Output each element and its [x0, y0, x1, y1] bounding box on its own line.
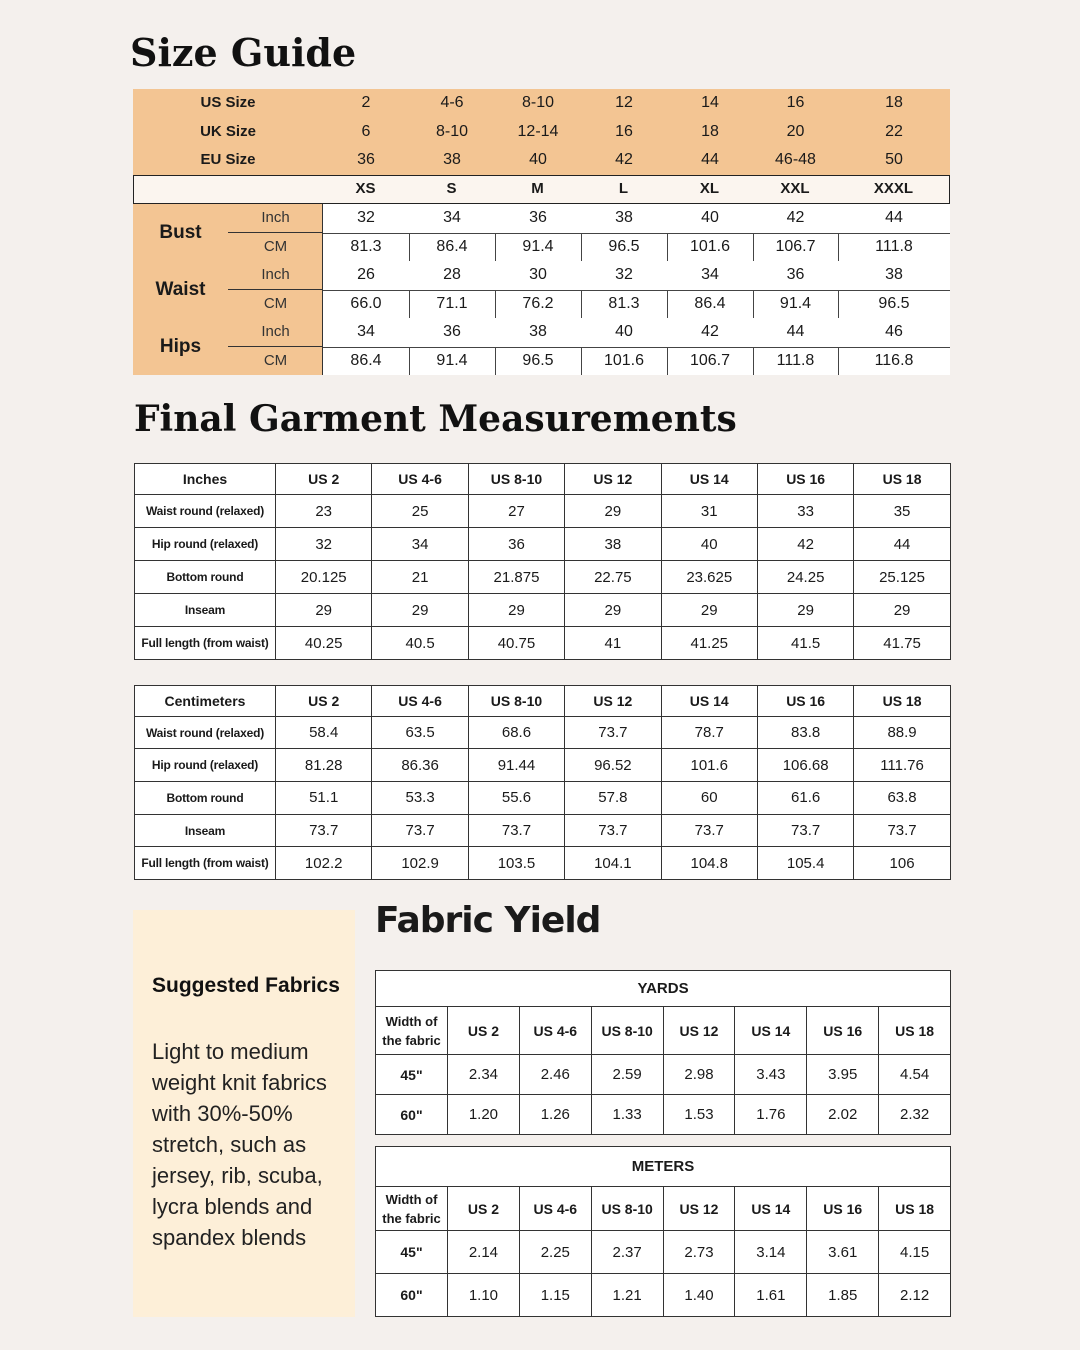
- letter-size-cell: XXXL: [873, 180, 914, 197]
- measurement-cell: 20.125: [276, 561, 372, 594]
- yield-cell: 3.61: [807, 1231, 879, 1274]
- size-header: US 8-10: [591, 1187, 663, 1231]
- measurement-cell: 106: [854, 847, 950, 880]
- size-header: US 18: [879, 1007, 951, 1055]
- caption-row: [376, 1147, 951, 1187]
- measurement-cell: 103.5: [468, 847, 564, 880]
- size-header: US 4-6: [519, 1187, 591, 1231]
- cm-value: 86.4: [694, 294, 726, 312]
- size-header: US 12: [565, 686, 661, 717]
- yield-cell: 2.32: [879, 1095, 951, 1135]
- yield-cell: 1.21: [591, 1274, 663, 1317]
- column-divider: [667, 347, 668, 376]
- cm-value: 96.5: [608, 237, 640, 255]
- size-header: US 8-10: [468, 686, 564, 717]
- size-guide-title: Size Guide: [130, 30, 357, 75]
- size-cell: 46-48: [775, 151, 816, 169]
- measurement-cell: 73.7: [276, 814, 372, 847]
- measurement-cell: 24.25: [757, 561, 853, 594]
- table-row: [135, 495, 951, 528]
- cm-value: 86.4: [436, 237, 468, 255]
- measurement-cell: 29: [661, 594, 757, 627]
- yield-cell: 1.26: [519, 1095, 591, 1135]
- column-divider: [495, 233, 496, 262]
- suggested-fabrics-panel: [133, 910, 355, 1317]
- measurement-cell: 68.6: [468, 716, 564, 749]
- inch-value: 38: [615, 209, 633, 226]
- size-cell: 4-6: [440, 94, 464, 111]
- measurement-cell: 105.4: [757, 847, 853, 880]
- measurement-cell: 41.25: [661, 627, 757, 660]
- column-divider: [495, 347, 496, 376]
- cm-value: 66.0: [350, 294, 382, 312]
- letter-size-cell: M: [531, 180, 544, 197]
- measure-block-hips: [133, 318, 950, 375]
- size-header: US 18: [879, 1187, 951, 1231]
- row-divider: [323, 290, 950, 291]
- measurement-cell: 44: [854, 528, 950, 561]
- inch-value: 40: [615, 323, 633, 340]
- measurement-cell: 86.36: [372, 749, 468, 782]
- letter-size-cell: XS: [355, 180, 376, 197]
- measurement-cell: 58.4: [276, 716, 372, 749]
- row-label: Inseam: [135, 594, 276, 627]
- size-header: US 14: [661, 686, 757, 717]
- cm-value: 71.1: [436, 294, 468, 312]
- measurement-cell: 23: [276, 495, 372, 528]
- size-cell: 6: [361, 122, 371, 140]
- measurement-cell: 88.9: [854, 716, 950, 749]
- measurement-cell: 29: [372, 594, 468, 627]
- fabric-yield-yards-table: [375, 970, 951, 1135]
- inch-unit-label: Inch: [261, 266, 290, 283]
- inch-value: 32: [615, 266, 633, 283]
- size-cell: 8-10: [521, 94, 555, 111]
- measurement-cell: 73.7: [372, 814, 468, 847]
- measurement-cell: 29: [757, 594, 853, 627]
- column-divider: [409, 290, 410, 319]
- measurement-cell: 73.7: [565, 814, 661, 847]
- final-garment-title: Final Garment Measurements: [134, 398, 737, 440]
- measurement-cell: 81.28: [276, 749, 372, 782]
- size-header: US 16: [757, 686, 853, 717]
- inch-value: 36: [529, 209, 547, 226]
- table-row: [135, 814, 951, 847]
- inch-value: 32: [357, 209, 375, 226]
- size-header: US 2: [448, 1187, 520, 1231]
- measurement-cell: 61.6: [757, 782, 853, 815]
- measurement-cell: 21: [372, 561, 468, 594]
- measurement-cell: 102.2: [276, 847, 372, 880]
- column-divider: [581, 290, 582, 319]
- yield-cell: 2.37: [591, 1231, 663, 1274]
- measure-block-bust: [133, 204, 950, 261]
- row-label: Bottom round: [135, 782, 276, 815]
- measurement-cell: 35: [854, 495, 950, 528]
- inch-value: 46: [885, 323, 903, 340]
- size-header: US 4-6: [372, 464, 468, 495]
- row-label: Inseam: [135, 814, 276, 847]
- yield-cell: 2.12: [879, 1274, 951, 1317]
- measurement-cell: 73.7: [661, 814, 757, 847]
- measurement-cell: 51.1: [276, 782, 372, 815]
- measurement-cell: 32: [276, 528, 372, 561]
- yield-cell: 1.40: [663, 1274, 735, 1317]
- size-header: US 16: [807, 1187, 879, 1231]
- eu-size-row: [133, 146, 950, 175]
- unit-caption: METERS: [376, 1147, 951, 1187]
- measurement-cell: 104.1: [565, 847, 661, 880]
- unit-header: Inches: [135, 464, 276, 495]
- size-header: US 2: [276, 686, 372, 717]
- inch-value: 38: [885, 266, 903, 283]
- yield-cell: 1.10: [448, 1274, 520, 1317]
- measurement-cell: 91.44: [468, 749, 564, 782]
- inch-value: 42: [786, 209, 805, 226]
- size-cell: 38: [443, 151, 461, 169]
- table-row: [135, 847, 951, 880]
- measurement-cell: 57.8: [565, 782, 661, 815]
- size-header: US 4-6: [372, 686, 468, 717]
- cm-value: 106.7: [689, 351, 731, 369]
- row-label: Full length (from waist): [135, 847, 276, 880]
- size-header: US 8-10: [468, 464, 564, 495]
- yield-cell: 3.14: [735, 1231, 807, 1274]
- measure-name: Waist: [155, 279, 206, 300]
- yield-cell: 2.25: [519, 1231, 591, 1274]
- measurement-cell: 106.68: [757, 749, 853, 782]
- yield-cell: 4.15: [879, 1231, 951, 1274]
- letter-size-cell: XL: [699, 180, 720, 197]
- column-divider: [581, 233, 582, 262]
- column-divider: [409, 347, 410, 376]
- yield-cell: 2.73: [663, 1231, 735, 1274]
- column-divider: [838, 233, 839, 262]
- measurement-cell: 21.875: [468, 561, 564, 594]
- measurement-cell: 83.8: [757, 716, 853, 749]
- us-size-row: [133, 89, 950, 118]
- size-cell: 42: [615, 151, 633, 169]
- caption-row: [376, 971, 951, 1007]
- width-header: Width of the fabric: [376, 1007, 448, 1055]
- cm-value: 96.5: [878, 294, 910, 312]
- header-row: [135, 686, 951, 717]
- measurement-cell: 41.5: [757, 627, 853, 660]
- cm-unit-label: CM: [263, 294, 288, 312]
- measurement-cell: 22.75: [565, 561, 661, 594]
- inch-unit-label: Inch: [261, 209, 290, 226]
- column-divider: [838, 290, 839, 319]
- table-row: [376, 1274, 951, 1317]
- yield-cell: 1.15: [519, 1274, 591, 1317]
- unit-header: Centimeters: [135, 686, 276, 717]
- measurement-cell: 104.8: [661, 847, 757, 880]
- yield-cell: 1.76: [735, 1095, 807, 1135]
- measurement-cell: 96.52: [565, 749, 661, 782]
- column-divider: [495, 290, 496, 319]
- column-divider: [753, 290, 754, 319]
- inch-value: 36: [786, 266, 805, 283]
- yield-cell: 1.33: [591, 1095, 663, 1135]
- size-conversion-block: [133, 89, 950, 175]
- size-cell: 14: [701, 94, 719, 111]
- measurement-cell: 73.7: [468, 814, 564, 847]
- us-size-label: US Size: [200, 94, 256, 111]
- measurement-cell: 78.7: [661, 716, 757, 749]
- yield-cell: 1.85: [807, 1274, 879, 1317]
- uk-size-row: [133, 118, 950, 147]
- measurement-cell: 29: [276, 594, 372, 627]
- measurement-cell: 73.7: [757, 814, 853, 847]
- yield-cell: 2.98: [663, 1055, 735, 1095]
- table-row: [135, 561, 951, 594]
- row-label: Bottom round: [135, 561, 276, 594]
- cm-value: 81.3: [350, 237, 382, 255]
- width-label: 45": [376, 1231, 448, 1274]
- size-header: US 14: [735, 1007, 807, 1055]
- size-header: US 12: [565, 464, 661, 495]
- measurement-cell: 29: [468, 594, 564, 627]
- fabric-yield-meters-table: [375, 1146, 951, 1317]
- row-label: Waist round (relaxed): [135, 495, 276, 528]
- measurement-cell: 40.25: [276, 627, 372, 660]
- row-divider: [323, 233, 950, 234]
- inch-value: 36: [443, 323, 461, 340]
- inch-value: 34: [701, 266, 719, 283]
- size-cell: 18: [701, 122, 719, 140]
- cm-value: 101.6: [603, 351, 645, 369]
- size-cell: 20: [786, 122, 805, 140]
- inch-value: 38: [529, 323, 547, 340]
- yield-cell: 1.61: [735, 1274, 807, 1317]
- column-divider: [838, 347, 839, 376]
- size-header: US 16: [807, 1007, 879, 1055]
- row-label: Full length (from waist): [135, 627, 276, 660]
- yield-cell: 2.59: [591, 1055, 663, 1095]
- yield-cell: 2.14: [448, 1231, 520, 1274]
- measurement-cell: 60: [661, 782, 757, 815]
- inch-value: 44: [786, 323, 805, 340]
- row-divider: [323, 347, 950, 348]
- size-cell: 12: [615, 94, 633, 111]
- inch-value: 26: [357, 266, 375, 283]
- table-row: [135, 716, 951, 749]
- measurement-cell: 34: [372, 528, 468, 561]
- measurement-cell: 29: [854, 594, 950, 627]
- measurement-cell: 38: [565, 528, 661, 561]
- column-divider: [667, 290, 668, 319]
- measurement-cell: 27: [468, 495, 564, 528]
- yield-cell: 1.53: [663, 1095, 735, 1135]
- size-cell: 36: [357, 151, 375, 169]
- measurement-cell: 55.6: [468, 782, 564, 815]
- size-header: US 2: [276, 464, 372, 495]
- measurement-cell: 36: [468, 528, 564, 561]
- size-cell: 12-14: [517, 122, 559, 140]
- suggested-fabrics-title: Suggested Fabrics: [152, 974, 340, 997]
- size-header: US 14: [735, 1187, 807, 1231]
- letter-size-cell: XXL: [780, 180, 810, 197]
- measurement-cell: 25.125: [854, 561, 950, 594]
- letter-size-cell: L: [618, 180, 629, 197]
- width-label: 60": [376, 1274, 448, 1317]
- width-header: Width of the fabric: [376, 1187, 448, 1231]
- row-label: Hip round (relaxed): [135, 749, 276, 782]
- size-header: US 18: [854, 686, 950, 717]
- measurement-cell: 41: [565, 627, 661, 660]
- measurement-cell: 73.7: [565, 716, 661, 749]
- unit-caption: YARDS: [376, 971, 951, 1007]
- width-label: 45": [376, 1055, 448, 1095]
- yield-cell: 2.02: [807, 1095, 879, 1135]
- measurement-cell: 73.7: [854, 814, 950, 847]
- measurement-cell: 23.625: [661, 561, 757, 594]
- cm-value: 91.4: [436, 351, 468, 369]
- measurement-cell: 101.6: [661, 749, 757, 782]
- letter-size-row: [133, 175, 950, 204]
- cm-value: 86.4: [350, 351, 382, 369]
- measure-name: Bust: [159, 222, 202, 243]
- width-label: 60": [376, 1095, 448, 1135]
- table-row: [135, 627, 951, 660]
- table-row: [135, 594, 951, 627]
- size-cell: 40: [529, 151, 547, 169]
- table-row: [376, 1231, 951, 1274]
- inch-value: 30: [529, 266, 547, 283]
- measurement-cell: 31: [661, 495, 757, 528]
- measurement-cell: 63.5: [372, 716, 468, 749]
- measurement-cell: 63.8: [854, 782, 950, 815]
- inch-value: 40: [701, 209, 719, 226]
- yield-cell: 4.54: [879, 1055, 951, 1095]
- size-header: US 18: [854, 464, 950, 495]
- garment-inches-table: [134, 463, 951, 660]
- size-cell: 8-10: [435, 122, 469, 140]
- size-cell: 16: [615, 122, 633, 140]
- table-row: [135, 782, 951, 815]
- table-row: [376, 1095, 951, 1135]
- cm-value: 81.3: [608, 294, 640, 312]
- size-header: US 16: [757, 464, 853, 495]
- size-cell: 22: [885, 122, 903, 140]
- cm-value: 76.2: [522, 294, 554, 312]
- table-row: [135, 749, 951, 782]
- measurement-cell: 53.3: [372, 782, 468, 815]
- yield-cell: 1.20: [448, 1095, 520, 1135]
- column-divider: [753, 347, 754, 376]
- yield-cell: 3.43: [735, 1055, 807, 1095]
- size-cell: 2: [361, 94, 371, 111]
- size-header: US 12: [663, 1187, 735, 1231]
- size-cell: 18: [885, 94, 903, 111]
- size-guide-table: [133, 89, 950, 375]
- size-header: US 2: [448, 1007, 520, 1055]
- cm-value: 91.4: [522, 237, 554, 255]
- cm-value: 101.6: [689, 237, 731, 255]
- letter-size-cell: S: [446, 180, 457, 197]
- size-header: US 12: [663, 1007, 735, 1055]
- cm-value: 106.7: [775, 237, 816, 255]
- yield-cell: 3.95: [807, 1055, 879, 1095]
- cm-unit-label: CM: [263, 237, 288, 255]
- header-row: [376, 1187, 951, 1231]
- inch-value: 34: [443, 209, 461, 226]
- cm-value: 116.8: [874, 351, 914, 369]
- eu-size-label: EU Size: [200, 151, 256, 169]
- column-divider: [753, 233, 754, 262]
- cm-value: 111.8: [875, 237, 913, 255]
- measurement-cell: 42: [757, 528, 853, 561]
- size-cell: 16: [786, 94, 805, 111]
- measurement-cell: 40.75: [468, 627, 564, 660]
- row-label: Waist round (relaxed): [135, 716, 276, 749]
- measure-name: Hips: [159, 336, 202, 357]
- column-divider: [581, 347, 582, 376]
- cm-value: 91.4: [779, 294, 812, 312]
- size-header: US 4-6: [519, 1007, 591, 1055]
- uk-size-label: UK Size: [200, 122, 256, 140]
- table-row: [135, 528, 951, 561]
- measurement-cell: 41.75: [854, 627, 950, 660]
- column-divider: [667, 233, 668, 262]
- size-header: US 8-10: [591, 1007, 663, 1055]
- cm-unit-label: CM: [263, 351, 288, 369]
- header-row: [135, 464, 951, 495]
- fabric-yield-title: Fabric Yield: [375, 900, 601, 941]
- measurement-cell: 111.76: [854, 749, 950, 782]
- inch-value: 34: [357, 323, 375, 340]
- suggested-fabrics-text: Light to medium weight knit fabrics with 30%-50% stretch, such as jersey, rib, scuba, lycra blends and spandex blends: [152, 1039, 327, 1250]
- yield-cell: 2.46: [519, 1055, 591, 1095]
- column-divider: [409, 233, 410, 262]
- garment-centimeters-table: [134, 685, 951, 880]
- inch-value: 28: [443, 266, 461, 283]
- measurement-cell: 102.9: [372, 847, 468, 880]
- header-row: [376, 1007, 951, 1055]
- cm-value: 111.8: [776, 351, 815, 369]
- inch-unit-label: Inch: [261, 323, 290, 340]
- measure-block-waist: [133, 261, 950, 318]
- row-label: Hip round (relaxed): [135, 528, 276, 561]
- size-cell: 44: [701, 151, 719, 169]
- measurement-cell: 29: [565, 594, 661, 627]
- measurement-cell: 29: [565, 495, 661, 528]
- cm-value: 96.5: [522, 351, 554, 369]
- size-cell: 50: [885, 151, 903, 169]
- measurement-cell: 33: [757, 495, 853, 528]
- measurement-cell: 40.5: [372, 627, 468, 660]
- table-row: [376, 1055, 951, 1095]
- inch-value: 44: [885, 209, 903, 226]
- yield-cell: 2.34: [448, 1055, 520, 1095]
- measurement-cell: 40: [661, 528, 757, 561]
- inch-value: 42: [701, 323, 719, 340]
- measurement-cell: 25: [372, 495, 468, 528]
- size-header: US 14: [661, 464, 757, 495]
